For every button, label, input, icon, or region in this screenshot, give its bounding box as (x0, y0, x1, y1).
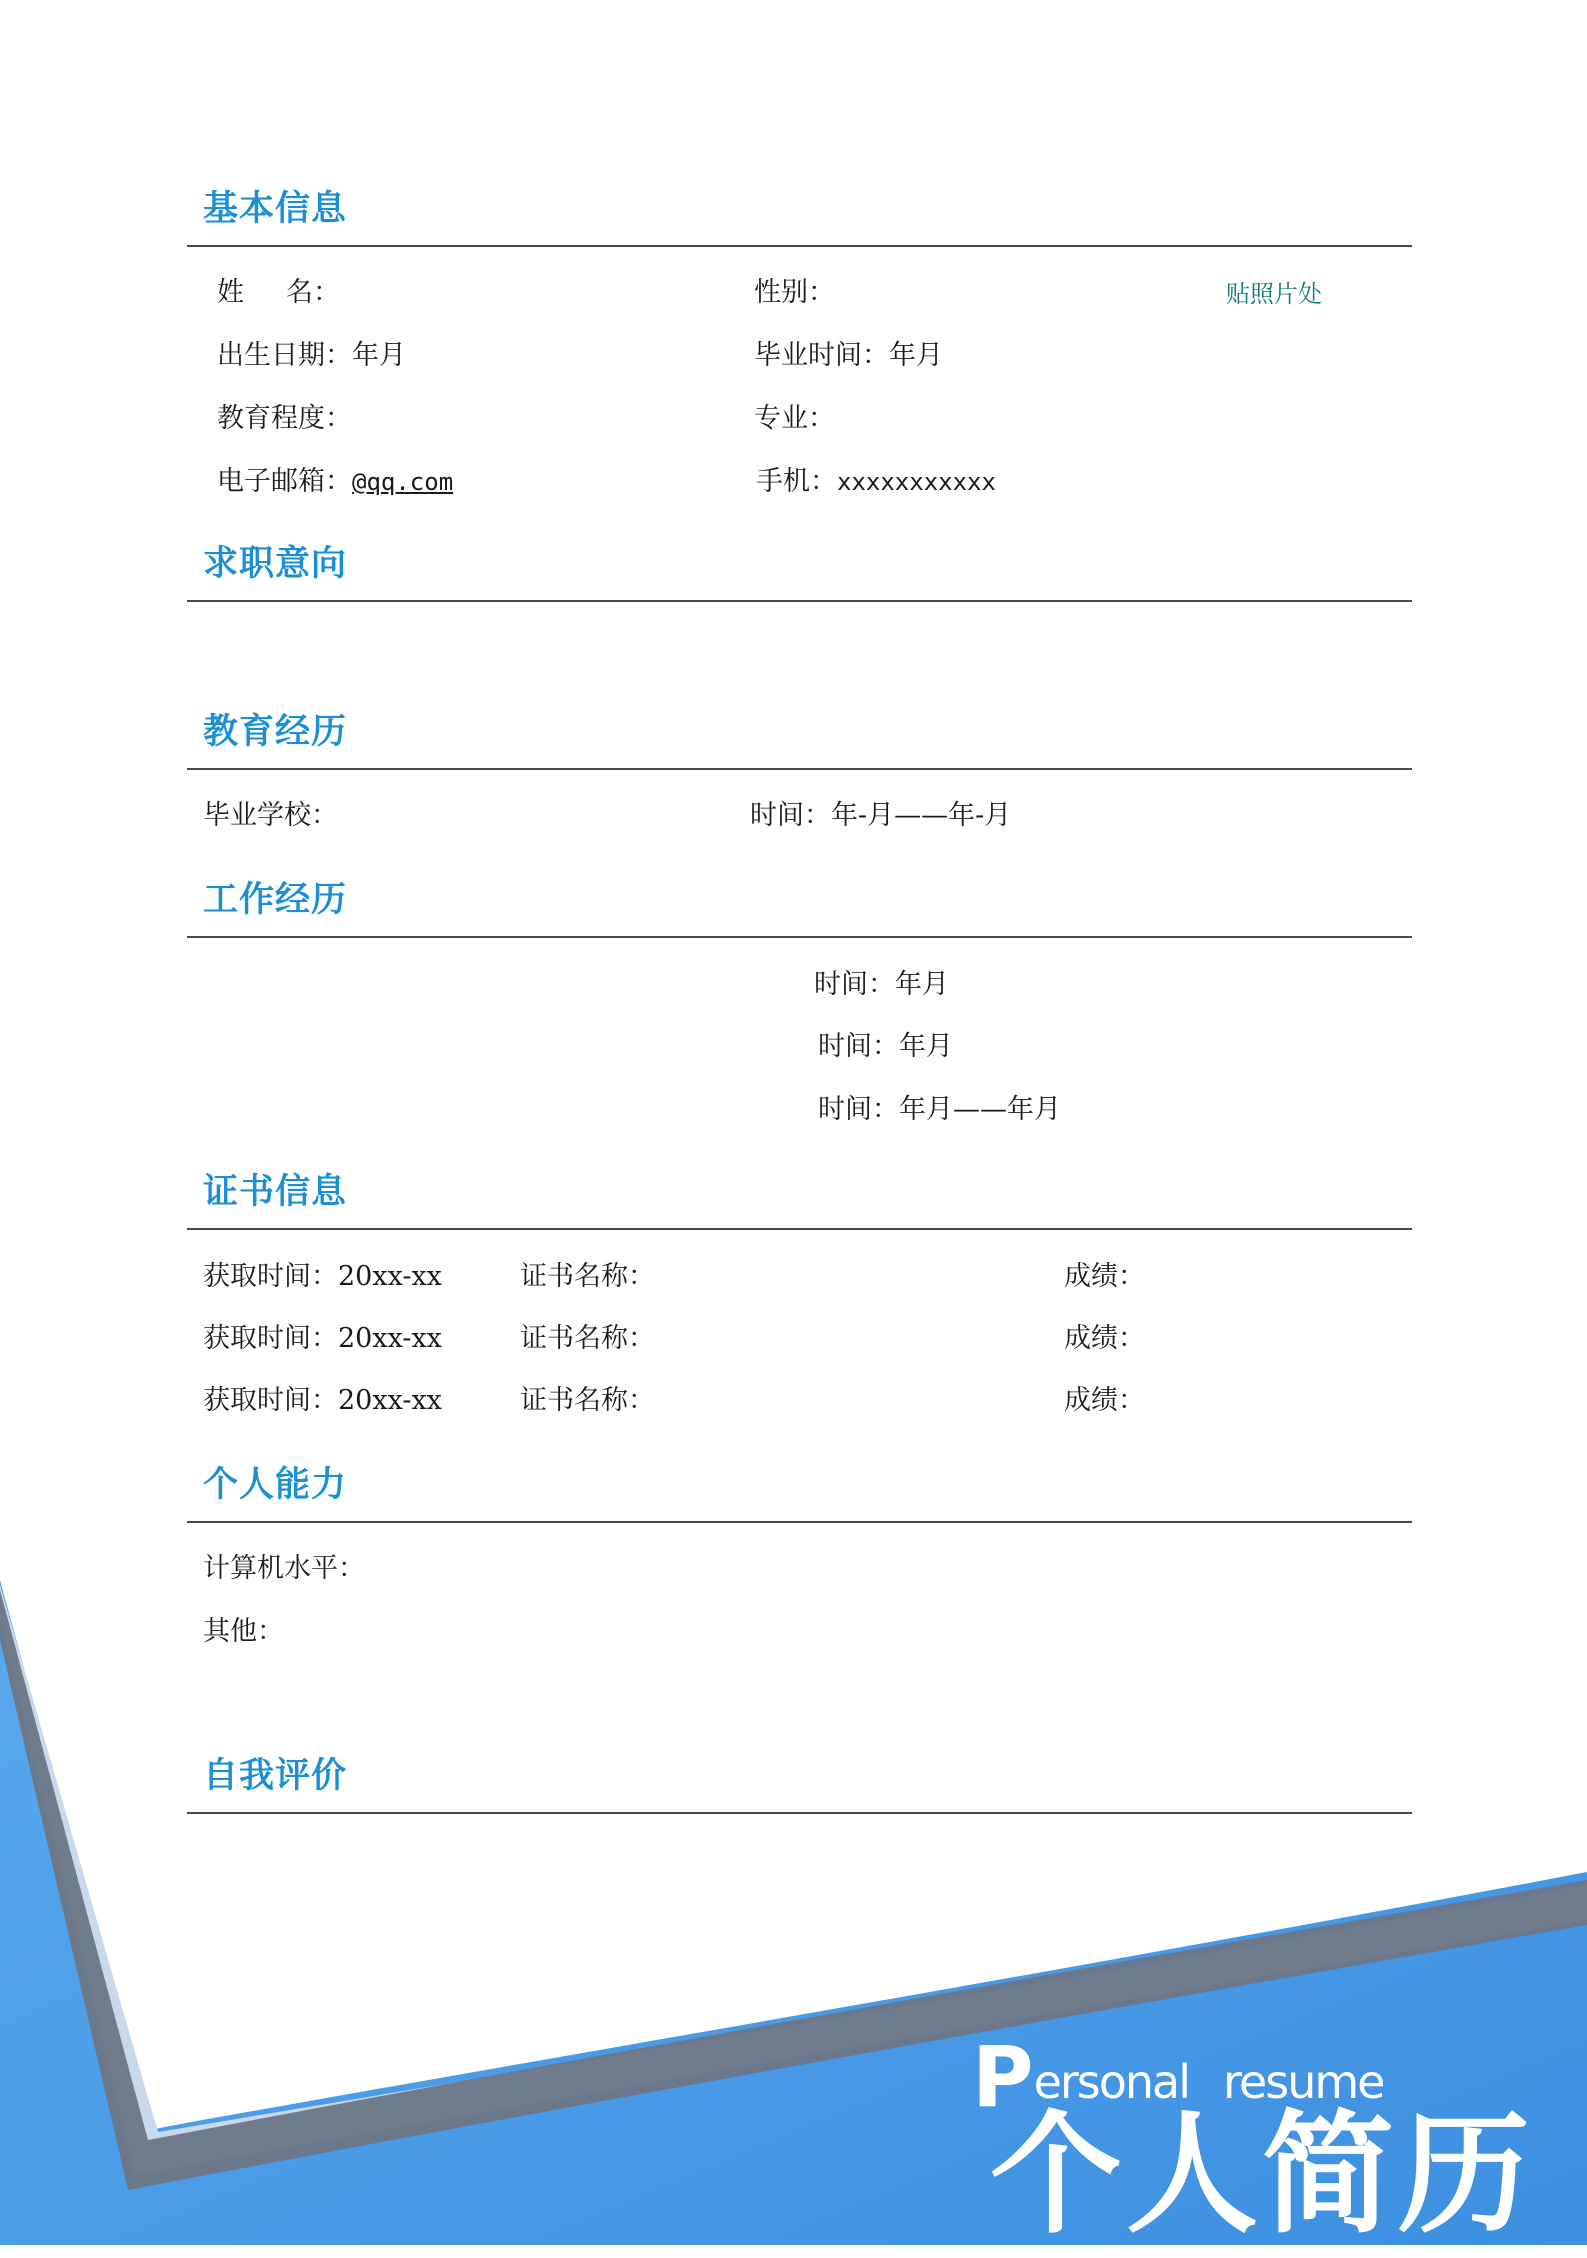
section-title-work: 工作经历 (203, 880, 348, 920)
banner-english-word2: resume (1223, 2055, 1384, 2109)
gender-label: 性别： (754, 277, 835, 308)
email-label: 电子邮箱： (217, 466, 352, 497)
email-value: @qq.com (352, 468, 454, 496)
computer-skill-label: 计算机水平： (203, 1553, 365, 1584)
work-entry-time: 时间：年月 (818, 1031, 953, 1062)
name-label (217, 270, 340, 309)
certificate-time: 获取时间：20xx-xx (203, 1385, 442, 1416)
education-time-label: 时间：年-月——年-月 (750, 800, 1012, 831)
certificate-name: 证书名称： (520, 1261, 655, 1292)
education-level-label: 教育程度： (217, 403, 352, 434)
school-label: 毕业学校： (203, 800, 338, 831)
work-entry-time: 时间：年月 (814, 969, 949, 1000)
certificate-score: 成绩： (1064, 1261, 1145, 1292)
name-label-part1: 姓 (217, 277, 244, 308)
phone-label: 手机： (756, 466, 837, 497)
section-title-education: 教育经历 (203, 712, 348, 752)
section-title-basic: 基本信息 (203, 189, 348, 229)
certificate-name: 证书名称： (520, 1323, 655, 1354)
divider-education (187, 768, 1412, 770)
major-label: 专业： (754, 403, 835, 434)
section-title-self-evaluation: 自我评价 (203, 1756, 348, 1796)
certificate-time: 获取时间：20xx-xx (203, 1323, 442, 1354)
birth-date-label: 出生日期：年月 (217, 340, 406, 371)
divider-intent (187, 600, 1412, 602)
section-title-skills: 个人能力 (203, 1465, 348, 1505)
photo-placeholder: 贴照片处 (1226, 280, 1322, 308)
certificate-name: 证书名称： (520, 1385, 655, 1416)
banner-chinese-title: 个人简历 (990, 2098, 1534, 2252)
divider-work (187, 936, 1412, 938)
work-entry-time: 时间：年月——年月 (818, 1094, 1061, 1125)
certificate-score: 成绩： (1064, 1385, 1145, 1416)
certificate-time: 获取时间：20xx-xx (203, 1261, 442, 1292)
phone-value: xxxxxxxxxxx (837, 468, 996, 496)
phone-row (756, 459, 996, 498)
graduation-time-label: 毕业时间：年月 (754, 340, 943, 371)
section-title-intent: 求职意向 (203, 544, 348, 584)
divider-certificates (187, 1228, 1412, 1230)
email-row (217, 459, 453, 498)
divider-self-evaluation (187, 1812, 1412, 1814)
divider-basic (187, 245, 1412, 247)
section-title-certificates: 证书信息 (203, 1172, 348, 1212)
name-label-part2: 名： (286, 277, 340, 308)
divider-skills (187, 1521, 1412, 1523)
banner-english-word1: ersonal (1033, 2055, 1190, 2109)
banner-english-initial: P (972, 2028, 1032, 2126)
other-skill-label: 其他： (203, 1616, 284, 1647)
certificate-score: 成绩： (1064, 1323, 1145, 1354)
